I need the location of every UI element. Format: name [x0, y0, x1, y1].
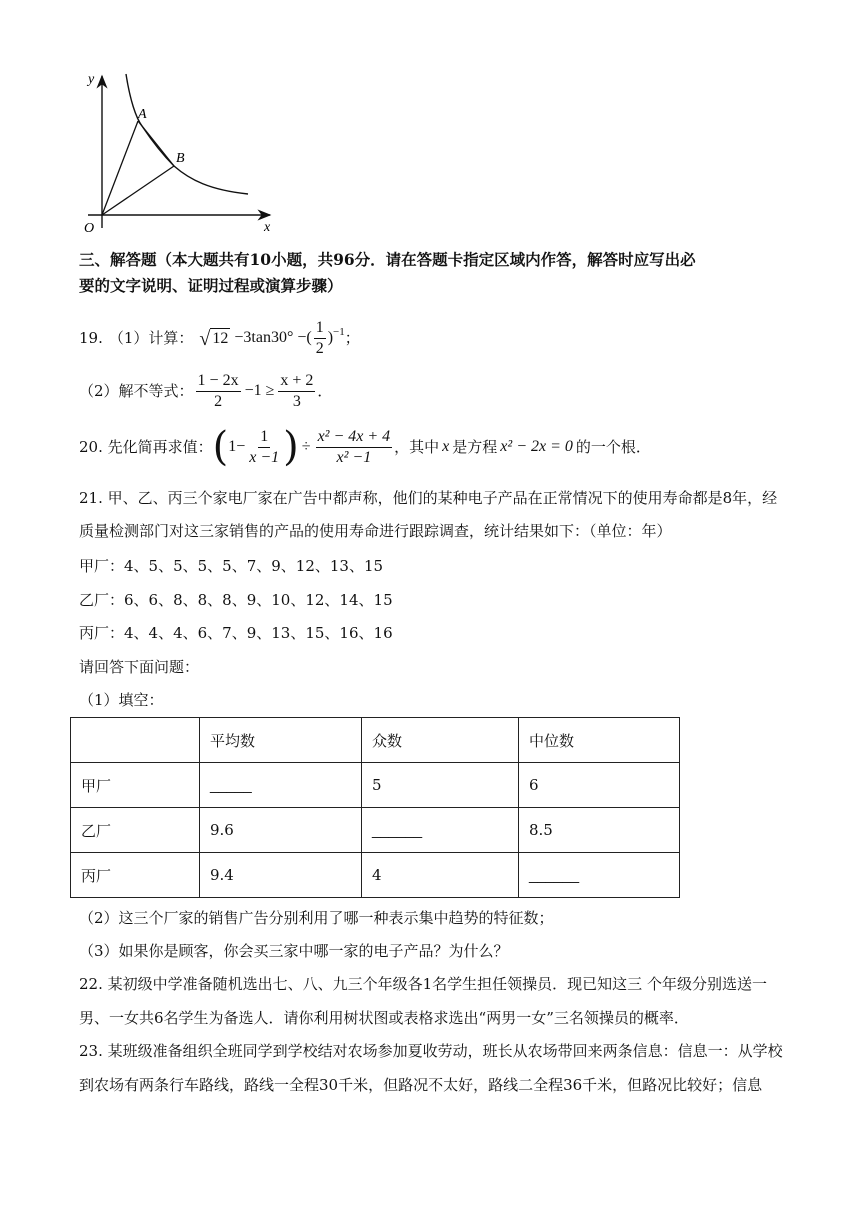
q20-equation: x² − 2x = 0 — [500, 438, 573, 455]
segment-oa — [102, 121, 138, 215]
q19-half-den: 2 — [315, 339, 324, 357]
q20-divide: ÷ — [301, 438, 311, 455]
table-header-cell: 众数 — [362, 718, 519, 763]
q19-rhs-num: x + 2 — [278, 371, 315, 392]
q20-outer-num: x² − 4x + 4 — [316, 427, 393, 448]
q21-jia: 甲厂：4、5、5、5、5、7、9、12、13、15 — [79, 557, 384, 575]
table-cell: 乙厂 — [71, 808, 200, 853]
q19-part2-end: ． — [317, 382, 333, 400]
q20-inner-one: 1− — [228, 438, 246, 455]
section-heading-line1: 三、解答题（本大题共有10小题，共96分．请在答题卡指定区域内作答，解答时应写出必 — [79, 250, 696, 269]
q21-prompt: 请回答下面问题： — [79, 658, 200, 676]
table-cell-blank: ______ — [362, 808, 519, 853]
q20-var-x: x — [442, 438, 450, 455]
q20-left-paren: ( — [212, 424, 229, 470]
q19-rhs-den: 3 — [292, 392, 301, 410]
label-y: y — [88, 72, 95, 87]
q19-part2 — [79, 369, 332, 413]
q19-exponent: −1 — [333, 326, 345, 338]
q19-lhs-num: 1 − 2x — [196, 371, 241, 392]
q19-end: ； — [344, 329, 360, 347]
q21-part1: （1）填空： — [79, 691, 164, 709]
q19-term2: −3tan30° −( — [234, 329, 312, 346]
q19-mid: −1 ≥ — [244, 382, 275, 399]
q19-half-fraction — [314, 318, 326, 359]
table-cell-blank: _____ — [200, 763, 362, 808]
table-header-row — [71, 718, 680, 763]
section-heading-line2: 要的文字说明、证明过程或演算步骤） — [79, 276, 343, 295]
q20 — [79, 424, 651, 470]
table-cell-blank: ______ — [519, 853, 680, 898]
hyperbola-graph — [70, 66, 290, 236]
q20-suffix-a: ，其中 — [394, 438, 440, 456]
label-x: x — [264, 220, 271, 235]
q21-part3: （3）如果你是顾客，你会买三家中哪一家的电子产品？为什么？ — [79, 942, 509, 960]
table-cell: 8.5 — [519, 808, 680, 853]
table-cell: 丙厂 — [71, 853, 200, 898]
q21-yi: 乙厂：6、6、8、8、8、9、10、12、14、15 — [79, 591, 393, 609]
label-b: B — [176, 151, 185, 166]
q19-lhs-fraction — [196, 371, 241, 412]
q20-inner-fraction — [247, 427, 281, 468]
q19-part1-prefix: （1）计算： — [108, 329, 194, 347]
q21-line1: 21. 甲、乙、丙三个家电厂家在广告中都声称，他们的某种电子产品在正常情况下的使用寿命都是8年，经 — [79, 489, 778, 507]
table-header-cell: 平均数 — [200, 718, 362, 763]
q20-prefix: 20. 先化简再求值： — [79, 438, 213, 456]
segment-ob — [102, 166, 174, 215]
table-cell: 5 — [362, 763, 519, 808]
q20-right-paren: ) — [283, 424, 299, 470]
q20-suffix-b: 是方程 — [452, 438, 498, 456]
q23-line2: 到农场有两条行车路线，路线一全程30千米，但路况不太好，路线二全程36千米，但路况比较好；信息 — [79, 1076, 763, 1094]
table-row — [71, 763, 680, 808]
table-row — [71, 808, 680, 853]
sqrt-icon: √ — [199, 327, 211, 350]
segment-ab — [138, 121, 174, 166]
table-cell: 9.4 — [200, 853, 362, 898]
label-a: A — [138, 107, 147, 122]
q19-half-num: 1 — [314, 318, 326, 339]
q19-number: 19. — [79, 329, 103, 347]
sqrt-radicand: 12 — [212, 329, 229, 347]
q22-line1: 22. 某初级中学准备随机选出七、八、九三个年级各1名学生担任领操员．现已知这三 个年级分别选送一 — [79, 975, 767, 993]
q20-outer-den: x² −1 — [336, 448, 372, 466]
table-header-cell — [71, 718, 200, 763]
sqrt-expression — [199, 328, 230, 349]
table-cell: 9.6 — [200, 808, 362, 853]
q20-suffix-c: 的一个根． — [575, 438, 651, 456]
q21-part2: （2）这三个厂家的销售广告分别利用了哪一种表示集中趋势的特征数； — [79, 909, 554, 927]
q19-rhs-fraction — [278, 371, 315, 412]
q19-part2-prefix: （2）解不等式： — [79, 382, 194, 400]
stats-table — [70, 717, 680, 898]
q21-bing: 丙厂：4、4、4、6、7、9、13、15、16、16 — [79, 624, 393, 642]
q19-part1 — [79, 318, 360, 358]
label-o: O — [84, 221, 95, 236]
table-header-cell: 中位数 — [519, 718, 680, 763]
q23-line1: 23. 某班级准备组织全班同学到学校结对农场参加夏收劳动，班长从农场带回来两条信息：信息一：从学校 — [79, 1042, 783, 1060]
table-row — [71, 853, 680, 898]
q20-inner-num: 1 — [258, 427, 270, 448]
q19-lhs-den: 2 — [214, 392, 223, 410]
q19-term3: ) — [327, 329, 334, 346]
table-cell: 甲厂 — [71, 763, 200, 808]
table-cell: 4 — [362, 853, 519, 898]
q20-inner-den: x −1 — [249, 448, 280, 466]
table-cell: 6 — [519, 763, 680, 808]
hyperbola-curve — [126, 74, 248, 194]
q20-outer-fraction — [316, 427, 393, 468]
q22-line2: 男、一女共6名学生为备选人．请你利用树状图或表格求选出“两男一女”三名领操员的概率． — [79, 1009, 689, 1027]
q21-line2: 质量检测部门对这三家销售的产品的使用寿命进行跟踪调查，统计结果如下：（单位：年） — [79, 522, 672, 540]
